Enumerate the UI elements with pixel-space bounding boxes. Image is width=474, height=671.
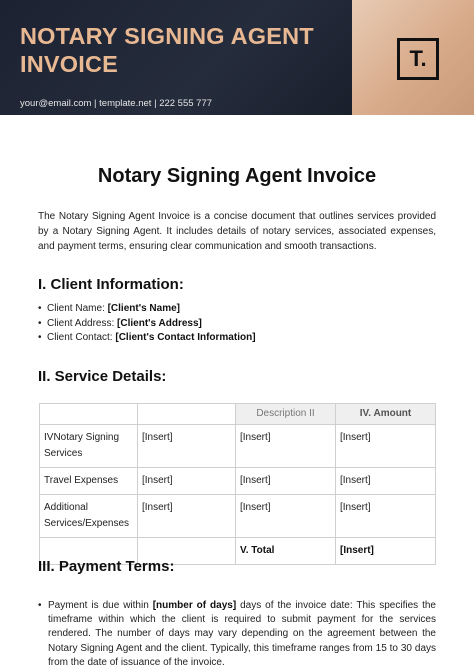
table-cell: [Insert] (138, 495, 236, 538)
payment-text-before: Payment is due within (48, 600, 153, 611)
payment-terms-list (38, 599, 436, 670)
client-info-list (38, 302, 438, 346)
client-contact-value: [Client's Contact Information] (115, 332, 256, 343)
payment-days-placeholder: [number of days] (152, 600, 237, 611)
table-cell: [Insert] (236, 468, 336, 495)
bullet-icon: • (38, 600, 42, 611)
service-details-table (39, 403, 436, 565)
table-row (40, 495, 436, 538)
table-cell: Travel Expenses (40, 468, 138, 495)
client-name-label: Client Name: (47, 303, 105, 314)
table-header-cell (40, 404, 138, 425)
header-banner (0, 0, 474, 115)
list-item (38, 331, 438, 346)
list-item (38, 599, 436, 670)
intro-paragraph: The Notary Signing Agent Invoice is a concise document that outlines services provided by a Notary Signing Agent. It includes details of notary services, associated expenses, and payment terms, ensuring clear communication and smooth transactions. (38, 211, 436, 252)
table-header-amount: IV. Amount (336, 404, 436, 425)
total-label: V. Total (236, 538, 336, 565)
service-details-heading: II. Service Details: (38, 368, 167, 385)
payment-terms-heading: III. Payment Terms: (38, 558, 175, 575)
table-cell: [Insert] (236, 495, 336, 538)
table-header-cell (138, 404, 236, 425)
table-cell: IVNotary Signing Services (40, 425, 138, 468)
table-cell: [Insert] (336, 468, 436, 495)
table-header-row (40, 404, 436, 425)
list-item (38, 317, 438, 332)
client-address-value: [Client's Address] (117, 317, 202, 329)
list-item (38, 302, 438, 317)
bullet-icon: • (38, 332, 42, 343)
logo-letter: T. (409, 46, 427, 71)
table-cell: [Insert] (138, 425, 236, 468)
table-header-description: Description II (236, 404, 336, 425)
client-name-value: [Client's Name] (107, 303, 180, 314)
client-info-heading: I. Client Information: (38, 276, 184, 293)
table-row (40, 468, 436, 495)
client-contact-label: Client Contact: (47, 332, 113, 343)
client-address-label: Client Address: (47, 317, 115, 329)
bullet-icon: • (38, 317, 42, 329)
table-cell: [Insert] (336, 425, 436, 468)
table-cell: [Insert] (138, 468, 236, 495)
table-cell: [Insert] (236, 425, 336, 468)
table-row (40, 425, 436, 468)
table-cell: [Insert] (336, 495, 436, 538)
total-value: [Insert] (336, 538, 436, 565)
template-logo-icon (397, 38, 439, 80)
header-title: NOTARY SIGNING AGENT INVOICE (20, 23, 314, 77)
bullet-icon: • (38, 303, 42, 314)
header-contact: your@email.com | template.net | 222 555 777 (20, 98, 213, 109)
document-title: Notary Signing Agent Invoice (97, 165, 377, 187)
table-cell: Additional Services/Expenses (40, 495, 138, 538)
payment-text-after: days of the invoice date: This specifies the timeframe within which the client is required to submit payment for the services rendered. The number of days may vary depending on the agreement between the Notary Signing Agent and the client. Typically, this timeframe ranges from 15 to 30 days from the date of issuance of the invoice. (48, 600, 436, 668)
